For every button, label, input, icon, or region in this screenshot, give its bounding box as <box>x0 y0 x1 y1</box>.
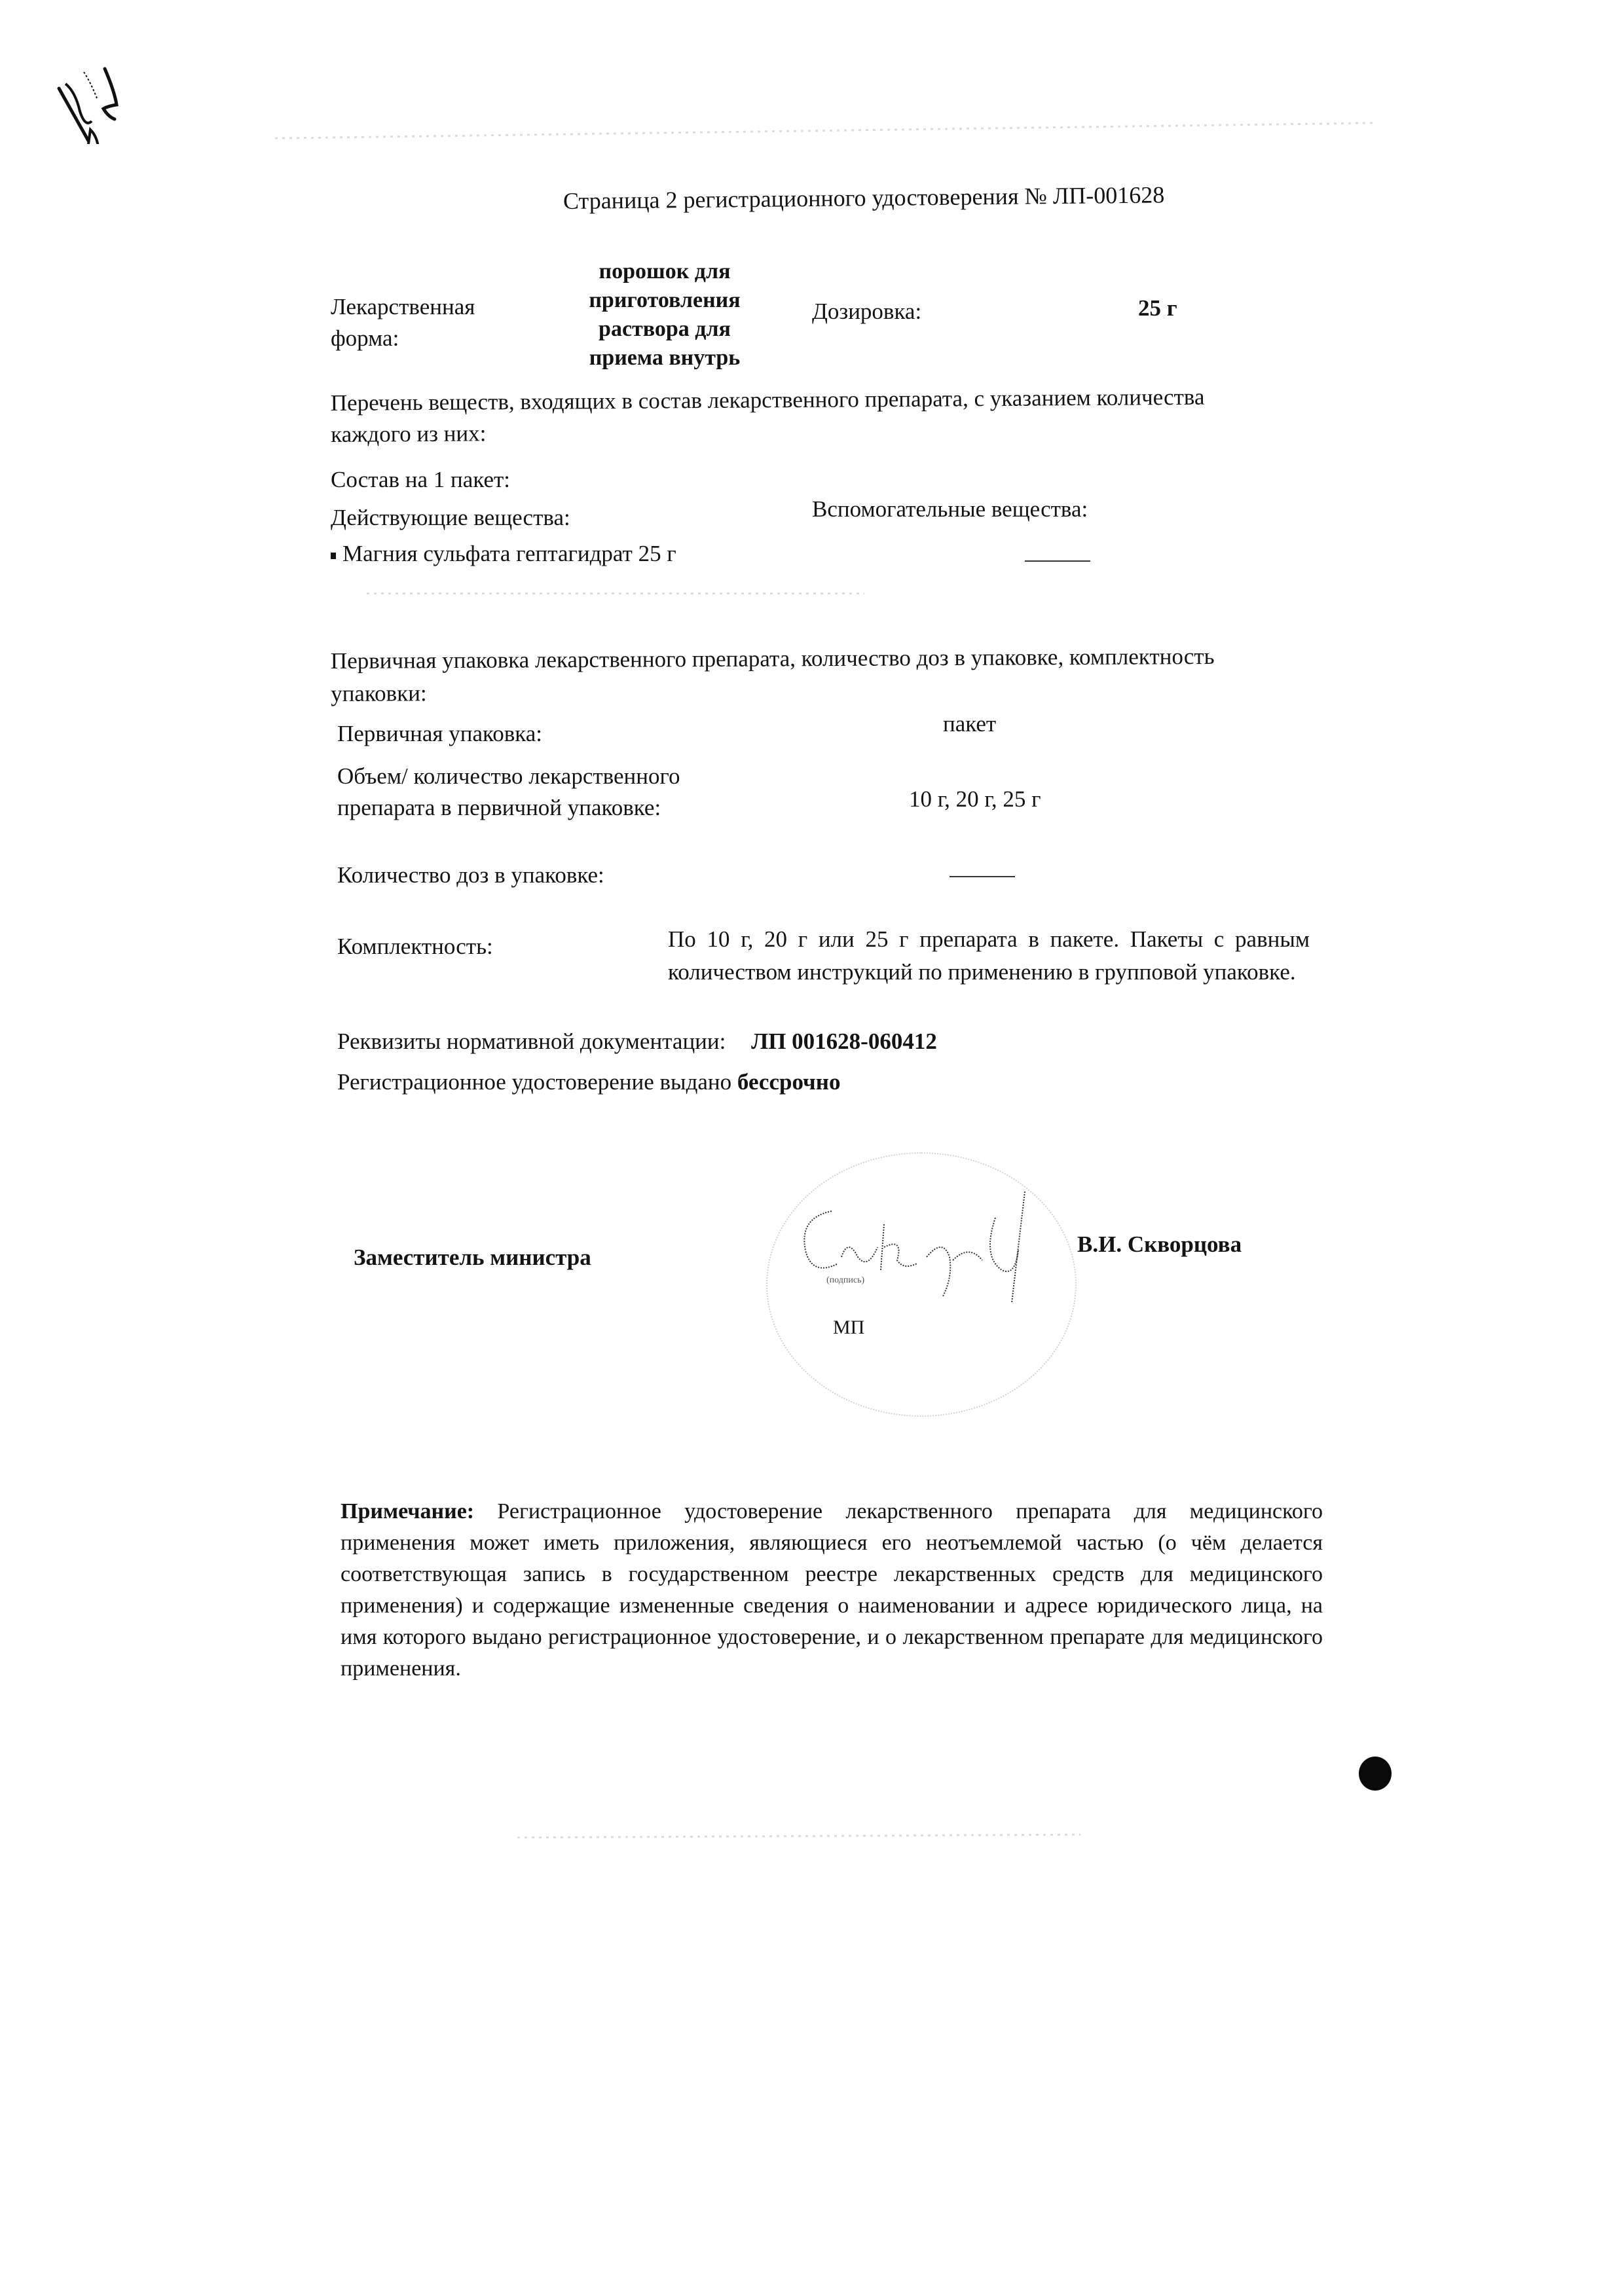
signatory-position: Заместитель министра <box>354 1245 591 1270</box>
normative-doc-value: ЛП 001628-060412 <box>751 1029 937 1054</box>
completeness-label: Комплектность: <box>337 934 493 959</box>
signature-icon <box>786 1178 1074 1309</box>
normative-doc-label: Реквизиты нормативной документации: <box>337 1029 726 1054</box>
validity-label: Регистрационное удостоверение выдано <box>337 1069 732 1095</box>
note-label: Примечание: <box>341 1499 475 1523</box>
completeness-value: По 10 г, 20 г или 25 г препарата в пакете. Пакеты с равным количеством инструкций по применению в групповой упаковке. <box>668 926 1310 985</box>
primary-packaging-value: пакет <box>943 711 997 737</box>
dosage-form-line: приготовления <box>589 288 741 312</box>
excipients-label: Вспомогательные вещества: <box>812 496 1088 522</box>
scan-noise-mid <box>367 592 864 594</box>
validity-value: бессрочно <box>737 1069 841 1095</box>
dosage-form-line: раствора для <box>599 317 731 341</box>
note-paragraph <box>341 1496 1323 1685</box>
active-substances-label: Действующие вещества: <box>331 505 570 530</box>
note-text: Регистрационное удостоверение лекарственного препарата для медицинского применения может иметь приложения, являющиеся его неотъемлемой частью (о чём делается соответствующая запись в государственном реестре лекарственных средств для медицинского применения) и содержащие измененные сведения о наименовании и адресе юридического лица, на имя которого выдано регистрационное удостоверение, и о лекарственном препарате для медицинского применения. <box>341 1499 1323 1681</box>
active-substance-text: Магния сульфата гептагидрат 25 г <box>342 541 676 566</box>
dosage-form-value <box>547 257 783 373</box>
dosage-form-line: приема внутрь <box>589 346 741 370</box>
dosage-label: Дозировка: <box>812 299 922 324</box>
composition-intro: Перечень веществ, входящих в состав лекарственного препарата, с указанием количества каждого из них: <box>330 384 1205 447</box>
volume-value: 10 г, 20 г, 25 г <box>909 786 1041 812</box>
punch-hole-icon <box>1359 1757 1392 1791</box>
composition-per-unit-label: Состав на 1 пакет: <box>331 467 511 492</box>
dosage-form-label: Лекарственная форма: <box>331 294 475 351</box>
validity-row <box>337 1068 840 1096</box>
volume-label: Объем/ количество лекарственного препарата в первичной упаковке: <box>337 763 680 820</box>
scan-noise-bottom <box>517 1834 1080 1839</box>
normative-doc-row <box>337 1028 937 1055</box>
stamp-label: МП <box>833 1317 865 1338</box>
dosage-form-line: порошок для <box>599 259 731 283</box>
bullet-icon <box>331 553 336 559</box>
scan-noise-top <box>275 122 1375 139</box>
signatory-name: В.И. Скворцова <box>1077 1231 1242 1257</box>
excipients-empty-dash <box>1025 560 1090 562</box>
handwritten-mark-icon <box>46 52 124 144</box>
dosage-value: 25 г <box>1138 295 1177 321</box>
active-substance-item <box>331 540 676 568</box>
doses-label: Количество доз в упаковке: <box>337 862 604 888</box>
signature-caption: (подпись) <box>826 1275 865 1285</box>
primary-packaging-label: Первичная упаковка: <box>337 721 543 746</box>
packaging-intro: Первичная упаковка лекарственного препарата, количество доз в упаковке, комплектность упаковки: <box>330 643 1215 706</box>
doses-empty-dash <box>950 876 1015 877</box>
page-title: Страница 2 регистрационного удостоверения № ЛП-001628 <box>563 181 1165 214</box>
